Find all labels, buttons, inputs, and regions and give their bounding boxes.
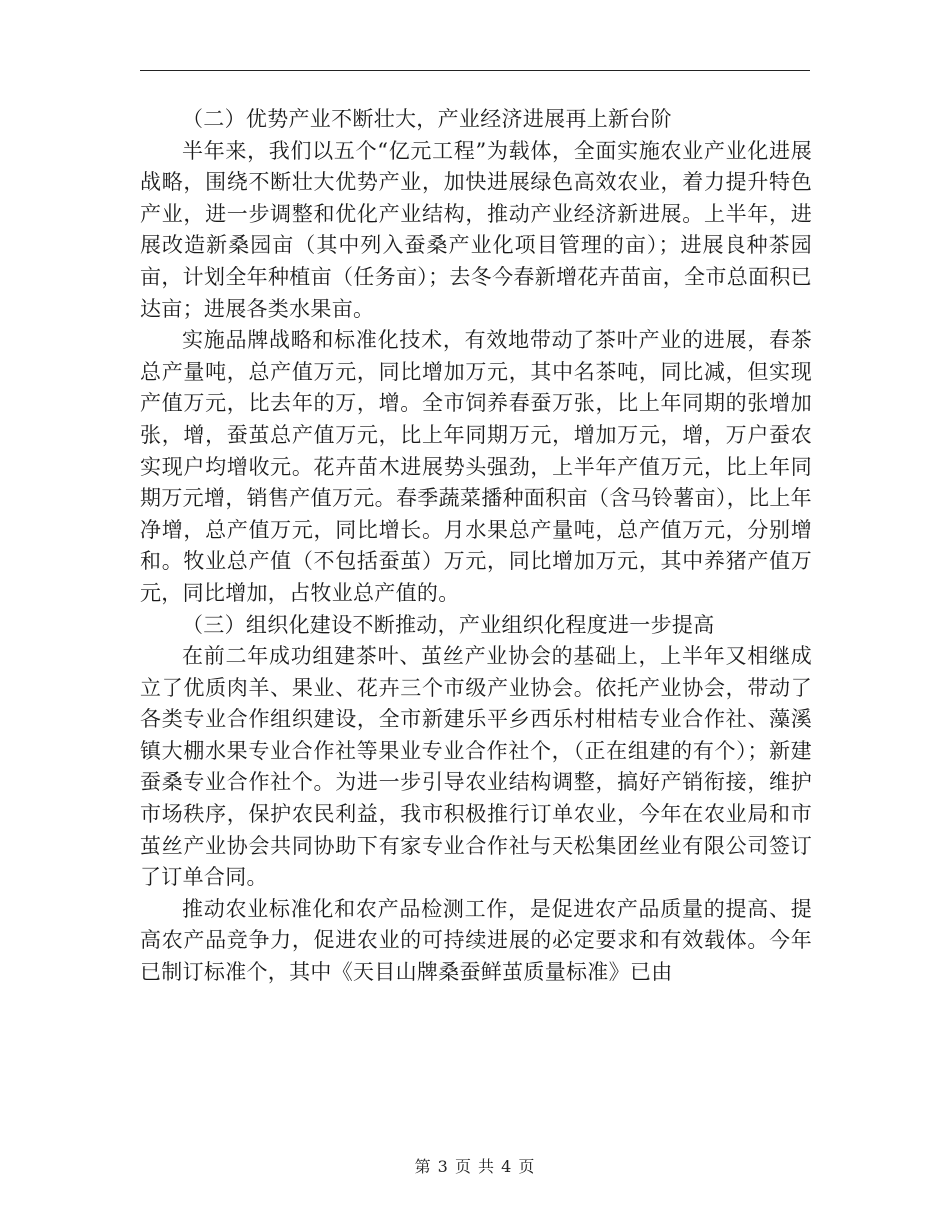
paragraph-3: 在前二年成功组建茶叶、茧丝产业协会的基础上，上半年又相继成立了优质肉羊、果业、花卉三个市级产业协会。依托产业协会，带动了各类专业合作组织建设，全市新建乐平乡西乐村柑桔专业合作社、藻溪镇大棚水果专业合作社等果业专业合作社个，（正在组建的有个）；新建蚕桑专业合作社个。为进一步引导农业结构调整，搞好产销衔接，维护市场秩序，保护农民利益，我市积极推行订单农业，今年在农业局和市茧丝产业协会共同协助下有家专业合作社与天松集团丝业有限公司签订了订单合同。 [140,644,812,890]
header-rule [140,70,810,71]
paragraph-1: 半年来，我们以五个“亿元工程”为载体，全面实施农业产业化进展战略，围绕不断壮大优势产业，加快进展绿色高效农业，着力提升特色产业，进一步调整和优化产业结构，推动产业经济新进展。上半年，进展改造新桑园亩（其中列入蚕桑产业化项目管理的亩）；进展良种茶园亩，计划全年种植亩（任务亩）；去冬今春新增花卉苗亩，全市总面积已达亩；进展各类水果亩。 [140,138,812,321]
section-heading-3: （三）组织化建设不断推动，产业组织化程度进一步提高 [182,612,715,637]
paragraph-4: 推动农业标准化和农产品检测工作，是促进农产品质量的提高、提高农产品竞争力，促进农业的可持续进展的必定要求和有效载体。今年已制订标准个，其中《天目山牌桑蚕鲜茧质量标准》已由 [140,896,812,985]
page-number: 第 3 页 共 4 页 [414,1157,536,1176]
document-body [140,104,812,989]
paragraph-2: 实施品牌战略和标准化技术，有效地带动了茶叶产业的进展，春茶总产量吨，总产值万元，同比增加万元，其中名茶吨，同比减，但实现产值万元，比去年的万，增。全市饲养春蚕万张，比上年同期的张增加张，增，蚕茧总产值万元，比上年同期万元，增加万元，增，万户蚕农实现户均增收元。花卉苗木进展势头强劲，上半年产值万元，比上年同期万元增，销售产值万元。春季蔬菜播种面积亩（含马铃薯亩），比上年净增，总产值万元，同比增长。月水果总产量吨，总产值万元，分别增和。牧业总产值（不包括蚕茧）万元，同比增加万元，其中养猪产值万元，同比增加，占牧业总产值的。 [140,328,812,605]
section-heading-2: （二）优势产业不断壮大，产业经济进展再上新台阶 [182,107,672,131]
